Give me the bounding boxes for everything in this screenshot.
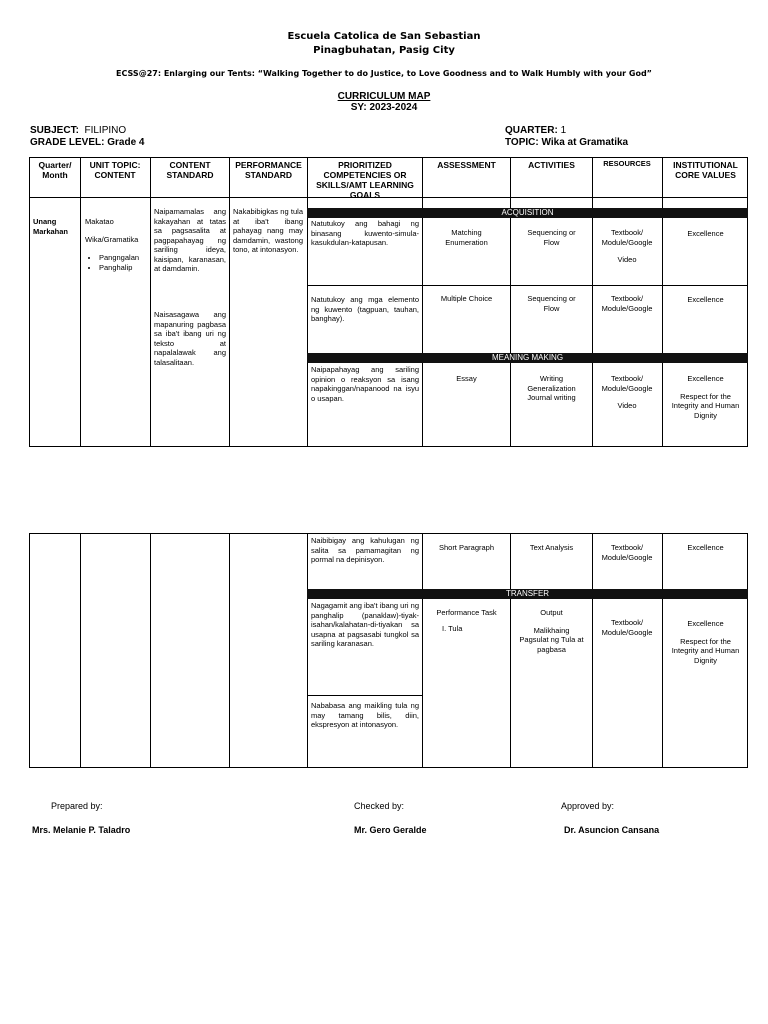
activity-line: Pagsulat ng Tula at bbox=[519, 635, 584, 644]
col-divider bbox=[150, 157, 151, 447]
curriculum-table-bottom bbox=[29, 533, 748, 768]
competency-3: Naipapahayag ang sariling opinion o reaksyon sa isang napakinggan/napanood na isyu o usapan. bbox=[311, 365, 419, 403]
activity-line: pagbasa bbox=[537, 644, 566, 654]
resource-line: Module/Google bbox=[601, 627, 653, 637]
resource-line: Video bbox=[617, 401, 637, 410]
core-value-line: Excellence bbox=[687, 619, 724, 628]
col-divider bbox=[592, 533, 593, 768]
grade-line bbox=[30, 137, 144, 148]
approved-by-name: Dr. Asuncion Cansana bbox=[564, 825, 660, 835]
school-address: Pinagbuhatan, Pasig City bbox=[313, 45, 455, 56]
core-value-line: Integrity and Human bbox=[671, 646, 740, 655]
quarter-month: Unang Markahan bbox=[33, 217, 69, 236]
activity-line: Journal writing bbox=[527, 393, 576, 402]
core-value-line: Respect for the bbox=[680, 636, 731, 646]
row-divider bbox=[307, 695, 422, 696]
activity-line: Writing bbox=[539, 374, 564, 383]
subject-line bbox=[30, 125, 126, 136]
unit-topic-main: Makatao bbox=[85, 217, 114, 226]
performance-standard: Nakabibigkas ng tula at iba't ibang pahayag nang may damdamin, wastong tono, at intonasyon. bbox=[233, 207, 303, 254]
resources-2 bbox=[593, 294, 661, 313]
col-divider bbox=[662, 157, 663, 447]
col-header-resources: RESOURCES bbox=[603, 159, 651, 168]
subject-value: FILIPINO bbox=[84, 125, 127, 136]
resources-3 bbox=[593, 374, 661, 411]
col-header-activities: ACTIVITIES bbox=[528, 160, 575, 170]
col-header-unit-topic: UNIT TOPIC: CONTENT bbox=[89, 160, 141, 180]
resource-line: Textbook/ bbox=[610, 618, 644, 627]
core-values-5 bbox=[664, 619, 747, 665]
activity-line: Flow bbox=[543, 237, 560, 247]
col-divider bbox=[229, 157, 230, 447]
assessment-line: Performance Task bbox=[436, 608, 497, 617]
core-value-line: Integrity and Human bbox=[671, 401, 740, 410]
core-value-line: Respect for the bbox=[680, 391, 731, 401]
resource-line: Textbook/ bbox=[610, 228, 644, 237]
activities-3 bbox=[512, 374, 591, 403]
prepared-by-label: Prepared by: bbox=[51, 801, 103, 811]
activities-5 bbox=[512, 608, 591, 654]
unit-topic-list bbox=[85, 253, 148, 272]
col-divider bbox=[662, 533, 663, 768]
core-value-line: Excellence bbox=[687, 374, 724, 383]
competency-5: Nagagamit ang iba't ibang uri ng panghalip (panaklaw)-tiyak-isahan/kalahatan-di-tiyakan sa usapna at pagsasabi tungkol sa sariling karanasan. bbox=[311, 601, 419, 648]
activity-line: Malikhaing bbox=[533, 625, 570, 635]
assessment-line: I. Tula bbox=[442, 623, 463, 633]
content-standard-2: Naisasagawa ang mapanuring pagbasa sa iba't ibang uri ng teksto at napalalawak ang talasalitaan. bbox=[154, 310, 226, 367]
row-divider bbox=[307, 285, 748, 286]
assessment-3: Essay bbox=[456, 374, 477, 383]
quarter-label: QUARTER: bbox=[505, 125, 558, 136]
activity-line: Flow bbox=[543, 303, 560, 313]
assessment-4: Short Paragraph bbox=[438, 543, 495, 552]
assessment-line: Enumeration bbox=[445, 237, 488, 247]
topic-line bbox=[505, 137, 628, 148]
resource-line: Textbook/ bbox=[610, 294, 644, 303]
col-header-assessment: ASSESSMENT bbox=[437, 160, 496, 170]
unit-topic-item: • Pangngalan bbox=[99, 253, 148, 263]
col-divider bbox=[510, 533, 511, 768]
col-divider bbox=[307, 157, 308, 447]
competency-2: Natutukoy ang mga elemento ng kuwento (tagpuan, tauhan, banghay). bbox=[311, 295, 419, 323]
checked-by-label: Checked by: bbox=[354, 801, 405, 811]
col-divider bbox=[422, 157, 423, 447]
col-divider bbox=[422, 533, 423, 768]
core-value-line: Dignity bbox=[694, 655, 717, 665]
unit-topic-item: • Panghalip bbox=[99, 263, 148, 273]
section-bar-acquisition: ACQUISITION bbox=[307, 208, 748, 218]
school-year: SY: 2023-2024 bbox=[350, 102, 418, 113]
resource-line: Textbook/ bbox=[610, 374, 644, 383]
school-theme: ECSS@27: Enlarging our Tents: “Walking Together to do Justice, to Love Goodness and to Walk Humbly with your God” bbox=[116, 69, 652, 78]
activity-line: Sequencing or bbox=[527, 228, 576, 237]
col-header-performance-standard: PERFORMANCE STANDARD bbox=[235, 160, 302, 180]
prepared-by-name: Mrs. Melanie P. Taladro bbox=[32, 825, 131, 835]
quarter-line bbox=[505, 125, 566, 136]
assessment-2: Multiple Choice bbox=[440, 294, 493, 303]
col-header-content-standard: CONTENT STANDARD bbox=[166, 160, 214, 180]
col-divider bbox=[80, 533, 81, 768]
col-divider bbox=[80, 157, 81, 447]
core-values-1: Excellence bbox=[687, 229, 724, 238]
activity-line: Output bbox=[540, 608, 563, 617]
section-bar-meaning-making: MEANING MAKING bbox=[307, 353, 748, 363]
activities-4: Text Analysis bbox=[529, 543, 574, 552]
quarter-value: 1 bbox=[560, 125, 567, 136]
topic-label: TOPIC: bbox=[505, 137, 539, 148]
competency-4: Naibibigay ang kahulugan ng salita sa pamamagitan ng pormal na depinisyon. bbox=[311, 536, 419, 564]
assessment-line: Matching bbox=[451, 228, 482, 237]
core-values-2: Excellence bbox=[687, 295, 724, 304]
core-value-line: Dignity bbox=[694, 410, 717, 420]
topic-value: Wika at Gramatika bbox=[541, 137, 629, 148]
resource-line: Module/Google bbox=[601, 552, 653, 562]
unit-topic-sub: Wika/Gramatika bbox=[85, 234, 139, 244]
grade-value: Grade 4 bbox=[107, 137, 145, 148]
activities-2 bbox=[512, 294, 591, 313]
activity-line: Sequencing or bbox=[527, 294, 576, 303]
content-standard-1: Naipamamalas ang kakayahan at tatas sa pagsasalita at pagpapahayag ng sariling ideya, kaisipan, karanasan, at damdamin. bbox=[154, 207, 226, 273]
activities-1 bbox=[512, 228, 591, 247]
grade-label: GRADE LEVEL: bbox=[30, 137, 105, 148]
core-values-4: Excellence bbox=[687, 543, 724, 552]
resource-line: Module/Google bbox=[601, 303, 653, 313]
checked-by-name: Mr. Gero Geralde bbox=[354, 825, 427, 835]
col-header-quarter: Quarter/ Month bbox=[38, 160, 72, 180]
resource-line: Video bbox=[617, 255, 637, 264]
assessment-5 bbox=[424, 608, 509, 633]
col-divider bbox=[150, 533, 151, 768]
subject-label: SUBJECT: bbox=[30, 125, 79, 136]
col-divider bbox=[307, 533, 308, 768]
competency-6: Nababasa ang maikling tula ng may tamang bilis, diin, ekspresyon at intonasyon. bbox=[311, 701, 419, 729]
core-values-3 bbox=[664, 374, 747, 420]
col-header-competencies: PRIORITIZED COMPETENCIES OR SKILLS/AMT LEARNING GOALS bbox=[316, 160, 414, 200]
resources-5 bbox=[593, 618, 661, 637]
competency-1: Natutukoy ang bahagi ng binasang kuwento-simula-kasukdulan-katapusan. bbox=[311, 219, 419, 247]
resource-line: Textbook/ bbox=[610, 543, 644, 552]
approved-by-label: Approved by: bbox=[561, 801, 615, 811]
col-divider bbox=[510, 157, 511, 447]
section-bar-transfer: TRANSFER bbox=[307, 589, 748, 599]
resource-line: Module/Google bbox=[601, 383, 653, 393]
col-divider bbox=[229, 533, 230, 768]
resources-4 bbox=[593, 543, 661, 562]
col-header-core-values: INSTITUTIONAL CORE VALUES bbox=[673, 160, 738, 180]
school-name: Escuela Catolica de San Sebastian bbox=[287, 31, 481, 42]
resources-1 bbox=[593, 228, 661, 265]
activity-line: Generalization bbox=[527, 383, 576, 393]
unit-topic bbox=[85, 217, 148, 272]
resource-line: Module/Google bbox=[601, 237, 653, 247]
curriculum-map-title: CURRICULUM MAP bbox=[337, 91, 431, 102]
assessment-1 bbox=[424, 228, 509, 247]
